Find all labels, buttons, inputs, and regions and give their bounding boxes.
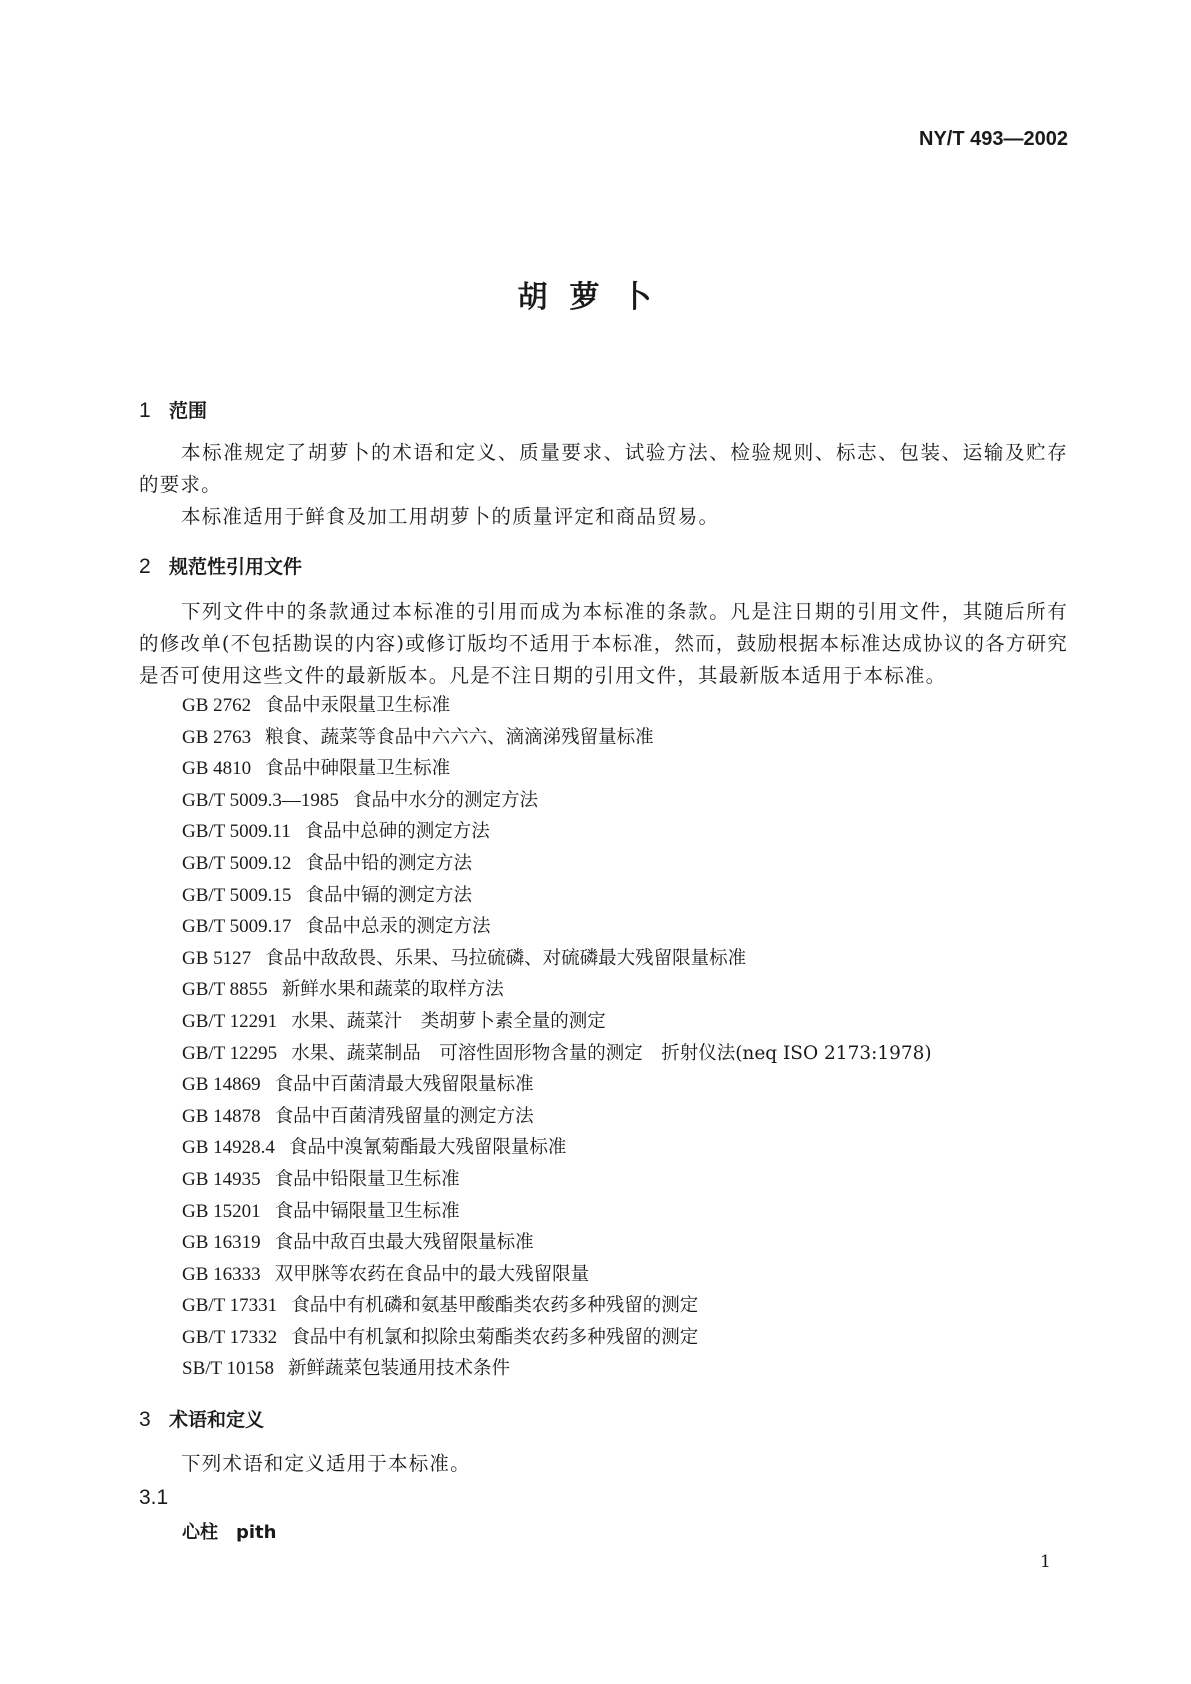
standard-code: NY/T 493—2002 <box>919 128 1068 150</box>
reference-code: GB/T 12291 <box>182 1010 278 1032</box>
reference-code: GB 15201 <box>182 1200 261 1222</box>
reference-code: GB 14928.4 <box>182 1137 275 1159</box>
reference-code: SB/T 10158 <box>182 1358 275 1380</box>
term-heading: 心柱 pith <box>182 1522 277 1543</box>
reference-title: 新鲜水果和蔬菜的取样方法 <box>281 979 504 1001</box>
document-title: 胡萝卜 <box>517 280 674 315</box>
reference-code: GB 14935 <box>182 1168 261 1190</box>
reference-code: GB/T 5009.17 <box>182 916 292 938</box>
reference-title: 食品中砷限量卫生标准 <box>265 758 451 780</box>
reference-title: 食品中溴氰菊酯最大残留限量标准 <box>288 1137 567 1159</box>
reference-code: GB 2762 <box>182 695 252 716</box>
reference-item <box>182 690 932 722</box>
reference-title: 双甲脒等农药在食品中的最大残留限量 <box>274 1263 590 1285</box>
section-number: 2 <box>139 555 151 578</box>
paragraph: 下列文件中的条款通过本标准的引用而成为本标准的条款。凡是注日期的引用文件，其随后所有的修改单(不包括勘误的内容)或修订版均不适用于本标准，然而，鼓励根据本标准达成协议的各方研究是否可使用这些文件的最新版本。凡是不注日期的引用文件，其最新版本适用于本标准。 <box>139 600 1068 687</box>
reference-item <box>182 1290 932 1322</box>
reference-item <box>182 911 932 943</box>
reference-title: 食品中铅的测定方法 <box>305 852 472 874</box>
reference-item <box>182 1132 932 1164</box>
reference-code: GB/T 5009.12 <box>182 852 292 874</box>
reference-code: GB 2763 <box>182 726 252 748</box>
reference-item <box>182 722 932 754</box>
reference-item <box>182 1227 932 1259</box>
reference-item <box>182 880 932 912</box>
reference-item <box>182 1038 932 1070</box>
reference-code: GB/T 5009.15 <box>182 884 292 906</box>
section-2-body <box>139 596 1068 692</box>
reference-code: GB 5127 <box>182 947 252 969</box>
reference-item <box>182 1196 932 1228</box>
reference-item <box>182 974 932 1006</box>
reference-title: 新鲜蔬菜包装通用技术条件 <box>288 1358 511 1380</box>
reference-item <box>182 1069 932 1101</box>
reference-code: GB/T 17331 <box>182 1295 278 1317</box>
reference-title: 食品中总砷的测定方法 <box>304 821 490 843</box>
reference-code: GB/T 8855 <box>182 979 268 1001</box>
reference-title: 食品中有机氯和拟除虫菊酯类农药多种残留的测定 <box>291 1326 699 1348</box>
reference-title: 水果、蔬菜制品 可溶性固形物含量的测定 折射仪法(neq ISO 2173:1978) <box>291 1042 932 1064</box>
reference-code: GB 16333 <box>182 1263 261 1285</box>
reference-title: 食品中敌百虫最大残留限量标准 <box>274 1232 534 1254</box>
page-number: 1 <box>1040 1552 1051 1572</box>
reference-item <box>182 1259 932 1291</box>
reference-item <box>182 848 932 880</box>
reference-item <box>182 753 932 785</box>
section-title: 规范性引用文件 <box>169 556 303 578</box>
reference-code: GB 14878 <box>182 1105 261 1127</box>
reference-item <box>182 943 932 975</box>
reference-item <box>182 1101 932 1133</box>
reference-title: 食品中总汞的测定方法 <box>305 916 491 938</box>
subsection-number: 3.1 <box>139 1486 169 1509</box>
reference-item <box>182 1006 932 1038</box>
reference-title: 食品中有机磷和氨基甲酸酯类农药多种残留的测定 <box>291 1295 699 1317</box>
reference-list <box>182 690 932 1385</box>
reference-title: 食品中镉限量卫生标准 <box>274 1200 460 1222</box>
reference-title: 食品中百菌清最大残留限量标准 <box>274 1074 534 1096</box>
reference-title: 食品中水分的测定方法 <box>352 789 538 811</box>
reference-title: 粮食、蔬菜等食品中六六六、滴滴涕残留量标准 <box>265 726 654 748</box>
reference-item <box>182 785 932 817</box>
paragraph: 下列术语和定义适用于本标准。 <box>181 1452 471 1475</box>
reference-item <box>182 816 932 848</box>
section-heading-2 <box>139 552 302 579</box>
reference-code: GB/T 17332 <box>182 1326 278 1348</box>
section-title: 术语和定义 <box>169 1409 265 1431</box>
section-heading-3 <box>139 1405 264 1432</box>
reference-code: GB 14869 <box>182 1074 261 1096</box>
reference-code: GB/T 5009.3—1985 <box>182 789 339 811</box>
reference-title: 水果、蔬菜汁 类胡萝卜素全量的测定 <box>291 1010 606 1032</box>
reference-title: 食品中汞限量卫生标准 <box>265 695 451 716</box>
reference-code: GB 4810 <box>182 758 252 780</box>
section-heading-1 <box>139 396 207 423</box>
section-1-body <box>139 437 1068 533</box>
reference-code: GB/T 12295 <box>182 1042 278 1064</box>
reference-title: 食品中镉的测定方法 <box>305 884 472 906</box>
reference-item <box>182 1353 932 1385</box>
section-number: 1 <box>139 399 151 422</box>
paragraph: 本标准适用于鲜食及加工用胡萝卜的质量评定和商品贸易。 <box>181 505 720 528</box>
reference-code: GB/T 5009.11 <box>182 821 291 843</box>
section-3-body <box>139 1448 1068 1480</box>
section-title: 范围 <box>169 400 208 422</box>
reference-code: GB 16319 <box>182 1232 261 1254</box>
reference-title: 食品中敌敌畏、乐果、马拉硫磷、对硫磷最大残留限量标准 <box>265 947 747 969</box>
reference-title: 食品中百菌清残留量的测定方法 <box>274 1105 534 1127</box>
reference-item <box>182 1322 932 1354</box>
paragraph: 本标准规定了胡萝卜的术语和定义、质量要求、试验方法、检验规则、标志、包装、运输及贮存的要求。 <box>139 441 1068 496</box>
reference-item <box>182 1164 932 1196</box>
reference-title: 食品中铅限量卫生标准 <box>274 1168 460 1190</box>
section-number: 3 <box>139 1408 151 1431</box>
